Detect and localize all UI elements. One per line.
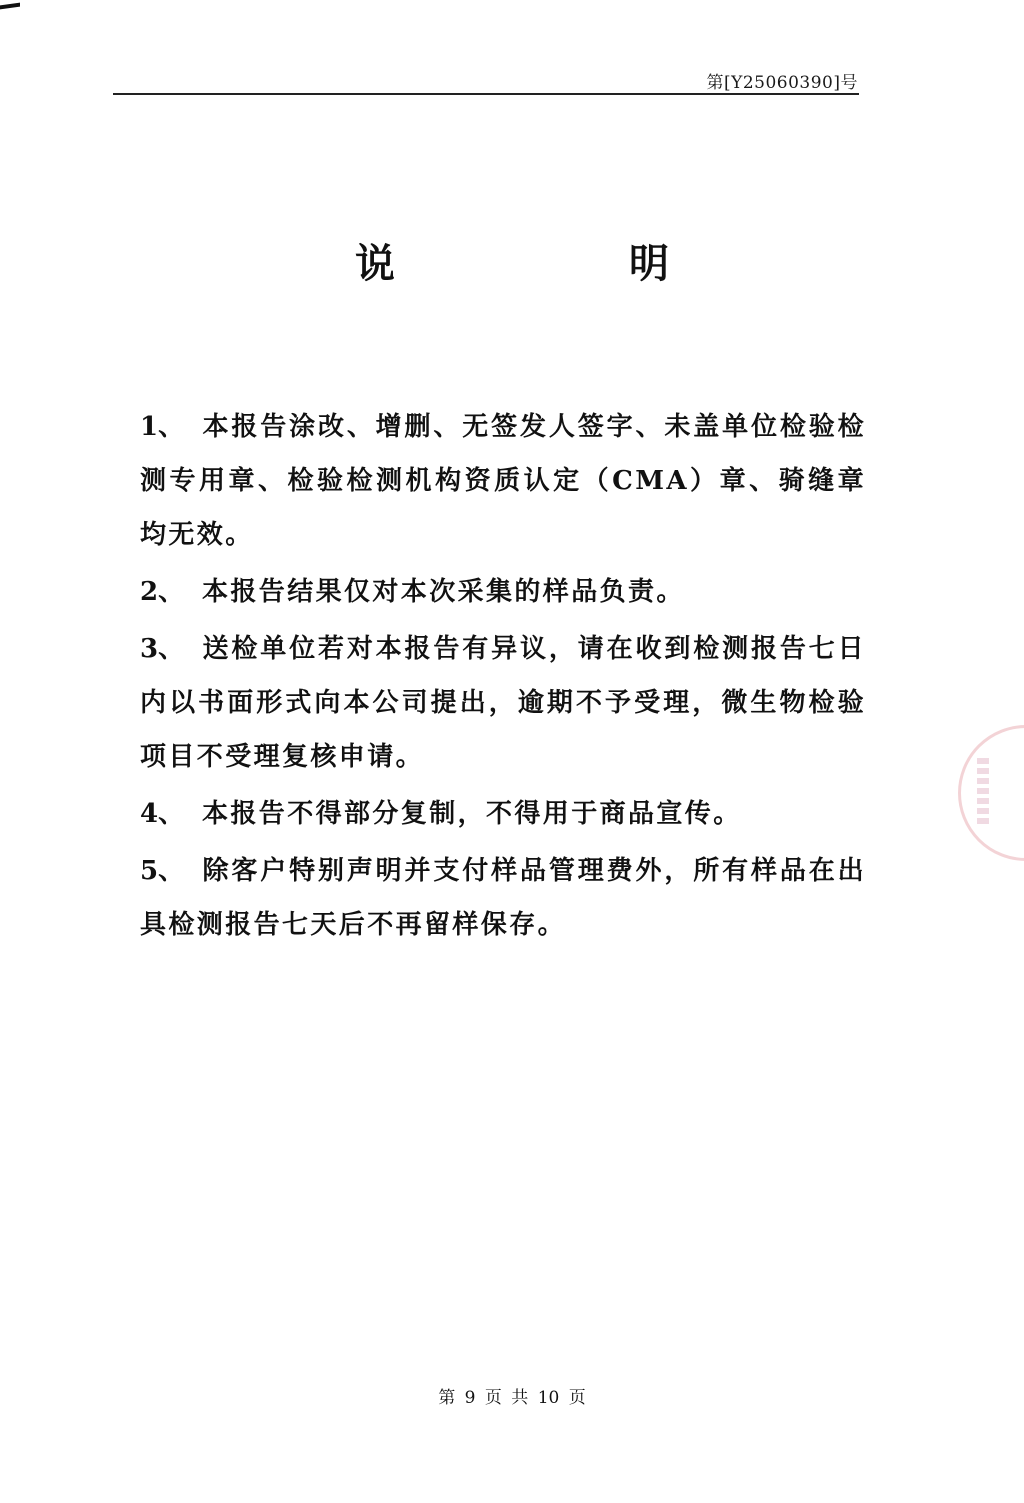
note-item-1 bbox=[140, 400, 866, 562]
note-item-3 bbox=[140, 622, 866, 784]
note-text: 送检单位若对本报告有异议，请在收到检测报告七日内以书面形式向本公司提出，逾期不予受理，微生物检验项目不受理复核申请。 bbox=[140, 634, 866, 772]
note-number: 1、 bbox=[140, 412, 185, 442]
note-text: 本报告结果仅对本次采集的样品负责。 bbox=[202, 577, 685, 607]
note-number: 4、 bbox=[140, 799, 185, 829]
seal-stamp-partial bbox=[958, 725, 1024, 861]
scan-edge-mark bbox=[0, 3, 20, 10]
notes-list bbox=[140, 400, 866, 955]
note-number: 2、 bbox=[140, 577, 185, 607]
note-text: 本报告不得部分复制，不得用于商品宣传。 bbox=[202, 799, 742, 829]
page-title: 说 明 bbox=[355, 240, 779, 287]
note-item-4 bbox=[140, 787, 866, 841]
header-divider bbox=[113, 93, 859, 95]
report-number: 第[Y25060390]号 bbox=[706, 73, 858, 93]
note-number: 3、 bbox=[140, 634, 185, 664]
note-text: 除客户特别声明并支付样品管理费外，所有样品在出具检测报告七天后不再留样保存。 bbox=[140, 856, 866, 940]
note-text: 本报告涂改、增删、无签发人签字、未盖单位检验检测专用章、检验检测机构资质认定（CMA）章、骑缝章均无效。 bbox=[140, 412, 866, 550]
note-item-5 bbox=[140, 844, 866, 952]
note-item-2 bbox=[140, 565, 866, 619]
seal-stamp-text-mark bbox=[977, 758, 989, 828]
page-footer: 第 9 页 共 10 页 bbox=[438, 1388, 586, 1408]
note-number: 5、 bbox=[140, 856, 185, 886]
